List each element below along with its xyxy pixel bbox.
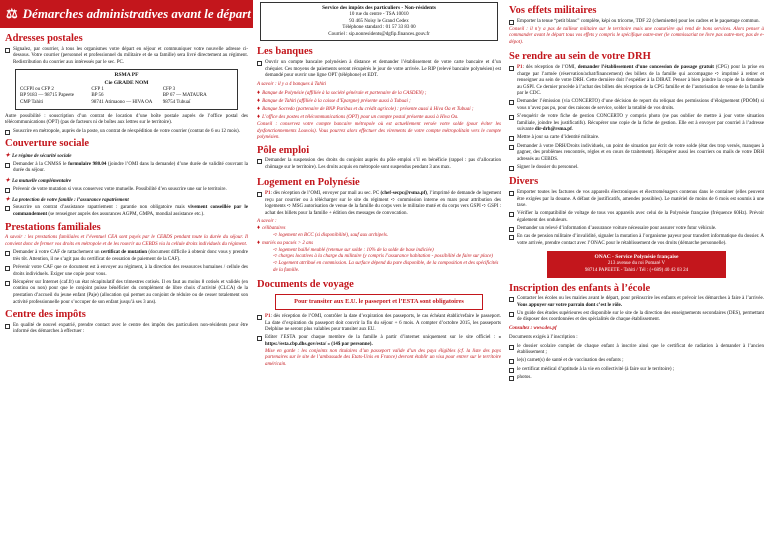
item-text: P1: dès réception de l’OMI, contrôler la date d’expiration des passeports, le cas échéant établir/refaire le passeport. La date d’expiration du passeport doit couvrir la fin du séjour + 6 mois. A compter d’octobre 2015, les passeports Delphine ne seront plus valables pour transiter aux EU. — [265, 314, 501, 333]
logement-savoir: A savoir : — [257, 218, 277, 224]
item-text: photos. — [517, 374, 532, 380]
page-title: Démarches administratives avant le départ — [22, 6, 251, 22]
rsma-cell: BP 67 — MATAURA — [162, 93, 207, 99]
rsma-cell: BP 56 — [91, 93, 104, 99]
checklist-item — [509, 296, 764, 309]
item-text: Contacter les écoles ou les mairies avant le départ, pour préinscrire les enfants et prévoir les démarches à faire à l’arrivée. Vous appuyer sur votre parrain dont c’est le rôle. — [517, 296, 764, 308]
diamond-icon: ✦ — [5, 196, 11, 203]
checkbox[interactable] — [509, 359, 514, 364]
bank-list-item: ♦ L’office des postes et télécommunications (OPT) pour un compte postal présente aussi à Hiva Oa. — [257, 114, 459, 120]
ecole-heading: Inscription des enfants à l’école — [509, 282, 651, 294]
item-text: Demander à la CNMSS le formulaire 980.04 (joindre l’OMI dans la demande) d’une durée de validité couvrant la durée du séjour. — [13, 161, 248, 174]
rsma-cell: CCFPI ou CFP 2 — [20, 86, 54, 92]
checkbox[interactable] — [5, 163, 10, 168]
rsma-cell: BP 9183 — 98715 Papeete — [20, 93, 74, 99]
checkbox[interactable] — [5, 206, 10, 211]
diamond-icon: ✦ — [5, 178, 11, 185]
checkbox[interactable] — [509, 227, 514, 232]
item-text: Souscrire un contrat d’assistance rapatriement : garantie non obligatoire mais vivement conseillée par le commandement (se renseigner auprès des assurances AGPM, GMPA, mondial assistance etc.). — [13, 205, 248, 218]
item-text: le dossier scolaire complet de chaque enfant à inscrire ainsi que le certificat de radiation à demander à l’ancien établissement ; — [517, 343, 764, 356]
impots-heading: Centre des impôts — [5, 309, 86, 321]
checkbox[interactable] — [509, 368, 514, 373]
checklist-item — [257, 60, 501, 80]
rsma-cell: 98741 Atimaono — HIVA OA — [91, 100, 153, 106]
address-line: Courriel : sip.nonresidents@dgfip.finances.gouv.fr — [328, 31, 430, 37]
checkbox[interactable] — [5, 188, 10, 193]
checkbox[interactable] — [509, 136, 514, 141]
subheading: ✦ La mutuelle complémentaire — [5, 178, 72, 185]
item-text: le certificat médical d’aptitude à la vie en collectivité (à faire sur le territoire) ; — [517, 366, 675, 372]
checklist-item — [5, 47, 248, 67]
logement-case: ♦ mariés ou pacsés > 2 ans — [257, 239, 314, 246]
checklist-item — [257, 191, 501, 217]
adresses-heading: Adresses postales — [5, 33, 83, 44]
logement-heading: Logement en Polynésie — [257, 177, 360, 189]
checklist-item — [509, 114, 764, 134]
address-line: ONAC - Service Polynésie française — [594, 254, 679, 261]
logement-detail: ➪ charges locatives à la charge du militaire (y compris l’assurance habitation - possibilité de faire sur place) — [273, 254, 493, 260]
drh-heading: Se rendre au sein de votre DRH — [509, 51, 651, 63]
page-banner — [0, 0, 253, 28]
checklist-item — [509, 234, 764, 247]
checkbox[interactable] — [5, 48, 10, 53]
item-text: Demander à votre CAF de rattachement un certificat de mutation (document difficile à obtenir donc vous y prendre très tôt. Attention, il ne s’agit pas du certificat de cessation de paiement de la CAF). — [13, 250, 248, 262]
banques-heading: Les banques — [257, 46, 313, 58]
subheading: ✦ Le régime de sécurité sociale — [5, 152, 72, 159]
item-text: Prévenir votre CAF que ce document est à envoyer au régiment, à la direction des ressources humaines / cellule des droits individuels. Exiger une copie pour vous. — [13, 265, 248, 277]
checklist-item — [509, 226, 764, 233]
bank-list-item: ♦ Banque Socredo (partenaire de BNP Paribas et du crédit agricole) : présente aussi à Hiva Oa et Tubuai ; — [257, 106, 474, 113]
item-text: Demander un relevé d’information d’assurance voiture nécessaire pour assurer votre futur véhicule. — [517, 225, 717, 231]
bank-list-item: ♦ Banque de Tahiti (affiliée à la caisse d’Epargne) présente aussi à Tubuai ; — [257, 98, 411, 105]
rsma-cell: 98754 Tubuaï — [162, 100, 191, 106]
checklist-item — [509, 311, 764, 324]
transit-notice: Pour transiter aux E.U. le passeport et l’ESTA sont obligatoires — [275, 294, 483, 310]
logement-detail: ➪ logement en BCC (si disponibilité), sauf aux archipels. — [273, 233, 389, 239]
ecole-docs-label: Documents exigés à l’inscription : — [509, 335, 578, 341]
address-line: Service des impôts des particuliers - Non-résidents — [322, 5, 436, 11]
checklist-item — [509, 367, 764, 374]
rsma-row — [20, 100, 233, 107]
rsma-title: RSMA PF — [114, 72, 139, 79]
item-text: Souscrire en métropole, auprès de la poste, un contrat de réexpédition de votre courrier (contrat de 6 ou 12 mois). — [13, 128, 240, 134]
checkbox[interactable] — [257, 336, 262, 341]
rsma-subtitle: Cie GRADE NOM — [104, 79, 149, 86]
address-line: 10 rue du centre - TSA 10010 — [349, 11, 409, 17]
checklist-item — [5, 250, 248, 263]
left-column-content — [0, 28, 253, 543]
banques-conseil: Conseil : conservez votre compte bancaire métropole où est actuellement versée votre solde (pour éviter les dysfonctionnements Louvois). Vous pourrez alors effectuer des virements de votre compte métropolitain vers le compte polynésien. — [257, 121, 501, 141]
item-text: Un guide des études supérieures est disponible sur le site de la direction des enseignements secondaires (DES), permettant de disposer des coordonnées et des spécialités de chaque établissement. — [517, 310, 764, 323]
banques-savoir: A savoir : il y a 4 banques à Tahiti — [257, 81, 327, 87]
des-link[interactable]: www.des.pf — [533, 325, 557, 331]
checkbox[interactable] — [509, 191, 514, 196]
checklist-item — [5, 265, 248, 278]
checkbox[interactable] — [509, 345, 514, 350]
divers-heading: Divers — [509, 176, 539, 188]
checklist-item — [509, 19, 764, 26]
checklist-item — [257, 314, 501, 334]
checklist-item — [5, 280, 248, 306]
impots-address-box — [260, 2, 498, 41]
checkbox[interactable] — [257, 61, 262, 66]
voyage-heading: Documents de voyage — [257, 279, 354, 291]
diamond-icon: ✦ — [5, 152, 11, 159]
checkbox[interactable] — [509, 66, 514, 71]
item-text: Récupérer sur Internet (caf.fr) un état récapitulatif des trimestres cotisés. Il en faut au moins 8 cotisés et validés (en continu ou non) pour que le conjoint puisse bénéficier du complément de libre choix d’activité (CLCA) de la prestation d’accueil du jeune enfant (Paje) (allocation qui permet au conjoint de réduire ou de cesser totalement son activité professionnelle pour s’occuper de son enfant jusqu’à ses 3 ans). — [13, 279, 248, 305]
checklist-item — [509, 99, 764, 112]
checklist-item — [5, 323, 248, 336]
checkbox[interactable] — [509, 312, 514, 317]
ecole-consultez: Consultez : www.des.pf — [509, 325, 557, 331]
address-line: Téléphone standard : 01 57 33 83 00 — [342, 25, 416, 31]
couverture-heading: Couverture sociale — [5, 138, 90, 150]
pole-heading: Pôle emploi — [257, 144, 310, 156]
address-line: 93 465 Noisy le Grand Cedex — [349, 18, 409, 24]
item-text: Signalez, par courrier, à tous les organismes votre départ en séjour et communiquer votre nouvelle adresse ci-dessous. Votre courrier (personnel et professionnel du militaire et de sa famille) sera livré directement au régiment. Redistribution du courrier aux intéressés par le sec. PC. — [13, 46, 248, 65]
checkbox[interactable] — [509, 297, 514, 302]
checkbox[interactable] — [509, 166, 514, 171]
item-text: Demander à votre DRH/Droits individuels, un point de situation par écrit de votre solde (état des trop versés, manques à gagner, des problèmes rencontrés, régles et en cours de traitement). Récupérer aussi les courriers ou mails de votre DRH adressés au CEBDS. — [517, 143, 764, 162]
logement-detail: ➪ logement baillé meublé (retenue sur solde : 10% de la solde de base indiciée) — [273, 247, 434, 253]
checkbox[interactable] — [509, 115, 514, 120]
adresses-note: Autre possibilité : souscription d’un contrat de location d’une boîte postale auprès de l’office postal des télécommunications (OPT) (pas de facteurs ni de boîtes aux lettres sur le territoire). — [5, 113, 248, 126]
bank-list-item: ♦ Banque de Polynésie (affiliée à la société générale et partenaire de la CASDEN) ; — [257, 90, 427, 97]
prestations-intro: A savoir : les prestations familiales et l’éventuel CEA sont payés par le CEBDS pendant toute la durée du séjour. Il convient donc de fermer vos droits en métropole et de les rouvrir au CEBDS via la cellule droits individuels du régiment. — [5, 235, 248, 247]
left-column — [0, 0, 253, 543]
item-text: Mettre à jour sa carte d’identité militaire. — [517, 135, 600, 141]
item-text: Editer l’ESTA pour chaque membre de la famille à partir d’internet uniquement sur le site officiel : « https://esta.cbp.dhs.gov/esta/ » (14$ par personne). Mise en garde : les conjoints non titulaires d’un passeport valide d’un des pays éligibles (cf. la liste des pays partenaires sur le site de l’ambassade des Etats-Unis en France) devront établir un visa pour entrer sur le territoire américain. — [265, 335, 501, 367]
logement-detail: ➪ Logement attribué en commission. La surface dépend du pare disponible, de la composition et des spécificités de la famille. — [273, 261, 499, 273]
checklist-item — [509, 211, 764, 224]
rsma-address-box — [15, 69, 238, 109]
checklist-item — [5, 162, 248, 175]
checkbox[interactable] — [5, 130, 10, 135]
checkbox[interactable] — [257, 192, 262, 197]
item-text: Signer le dossier du personnel. — [517, 164, 579, 170]
rsma-cell: CFP 1 — [91, 86, 104, 92]
item-text: S’enquérir de votre fiche de gestion CONCERTO y compris photo (ne pas oublier de mettre à jour votre situation familiale, joindre les justificatifs). Récupérer une copie de la fiche de gestion. Elle est à envoyer par courriel à l’adresse suivante dir-drh@rsma.pf. — [517, 114, 764, 133]
checklist-item — [509, 165, 764, 172]
checkbox[interactable] — [5, 266, 10, 271]
effets-heading: Vos effets militaires — [509, 5, 597, 16]
rsma-cell: CFP 3 — [162, 86, 176, 92]
checkbox[interactable] — [5, 324, 10, 329]
checklist-item — [509, 344, 764, 357]
checklist-item — [257, 158, 501, 171]
rsma-row — [20, 93, 233, 100]
checkbox[interactable] — [509, 145, 514, 150]
middle-column — [253, 0, 505, 543]
address-line: 98714 PAPEETE - Tahiti / Tél : (+689) 40 42 03 24 — [584, 268, 689, 274]
checkbox[interactable] — [509, 376, 514, 381]
item-text: Ouvrir un compte bancaire polynésien à distance et demander l’établissement de votre carte bancaire et d’un chéquier. Ces moyens de paiements seront récupérés le jour de votre arrivée. Le RIP (relevé bancaire polynésien) est demandé pour ouvrir une ligne OPT (téléphone) et EDT. — [265, 59, 501, 79]
checklist-item — [509, 135, 764, 142]
item-text: P1: dès réception de l’OMI, demander l’établissement d’une concession de passage gratuit (CPG) pour la prise en charge par l’armée (réservation/achat/financement) des billets de la famille qui accompagne ➪ imprimé à retirer et renseigner au sein de votre DRH. Cette dernière doit l’expédier à la DIRAT. Penser à bien joindre la copie de la demande au GSPI. Ce dernier procède à l’achat des billets dès réception de la CPG famille et de l’autorisation de venue de la famille par le CDC. — [517, 64, 764, 97]
checkbox[interactable] — [509, 20, 514, 25]
item-text: Demander la suspension des droits du conjoint auprès du pôle emploi s’il en bénéficie (rappel : pas d’allocation chômage sur le territoire). Les droits acquis en métropole sont suspendus pendant 3 ans max. — [265, 158, 501, 170]
item-text: Demander l’émission (via CONCERTO) d’une décision de report du reliquat des permissions d’éloignement (PDOM) si vous n’avez pas pu, pour des raisons de service, solder la totalité de vos droits. — [517, 99, 764, 112]
checklist-item — [5, 129, 248, 136]
item-text: P1: dès réception de l’OMI, envoyer par mail au sec. PC (chef-secpc@rsma.pf), l’imprimé de demande de logement reçu par courrier ou à télécharger sur le site du régiment ➪ commission interne en mars pour attribution des logements ➪ MSG autorisation de venue de la famille du corps vers le militaire muté et du corps vers GSPI ➪ GSPI : achat des billets pour la famille + édition des messages de convocation. — [265, 190, 501, 216]
address-line: 213 avenue du roi Pomaré V — [607, 261, 666, 267]
checklist-item — [5, 205, 248, 218]
checkbox[interactable] — [5, 281, 10, 286]
item-text: Prévenir de votre mutation si vous conservez votre mutuelle. Possibilité d’en souscrire une sur le territoire. — [13, 186, 227, 192]
item-text: En cas de pension militaire d’invalidité, signaler la mutation à l’organisme payeur pour transfert informatique du dossier. A votre arrivée, prendre contact avec l’ONAC pour le rétablissement de vos droits (démarche personnelle). — [517, 233, 764, 246]
checklist-item — [257, 335, 501, 368]
rsma-cell: CMP Tahiti — [20, 100, 44, 106]
scales-icon: ⚖ — [6, 6, 18, 22]
subheading: ✦ La protection de votre famille : l’assurance rapatriement — [5, 196, 129, 203]
right-column — [505, 0, 768, 543]
item-text: En qualité de nouvel expatrié, prendre contact avec le centre des impôts des particuliers non-résidents pour être informé des démarches à effectuer : — [13, 322, 248, 335]
checkbox[interactable] — [257, 159, 262, 164]
checkbox[interactable] — [5, 251, 10, 256]
checkbox[interactable] — [509, 212, 514, 217]
checkbox[interactable] — [257, 315, 262, 320]
checklist-item — [509, 358, 764, 365]
checkbox[interactable] — [509, 235, 514, 240]
checklist-item — [509, 190, 764, 210]
prestations-heading: Prestations familiales — [5, 221, 101, 233]
logement-case: ♦ célibataires — [257, 225, 286, 232]
effets-conseil: Conseil : il n’y a pas de tailleur militaire sur le territoire mais une couturière qui rend de bons services. Alors penser à commander avant le départ tous vos effets y compris le spécifique outre-mer (le commissariat ne livre pas outre-mer, pas de e-dépot). — [509, 26, 764, 45]
item-text: Emporter la tenue “petit blanc” complète, képi ou tricorne, TDF 22 (chemisette) pour les cadres et le paquetage commun. — [517, 18, 760, 24]
onac-address-box — [547, 251, 726, 277]
checklist-item — [5, 187, 248, 194]
item-text: le(s) carnet(s) de santé et de vaccination des enfants ; — [517, 358, 624, 364]
checkbox[interactable] — [509, 100, 514, 105]
checklist-item — [509, 144, 764, 164]
item-text: Emporter toutes les factures de vos appareils électroniques et électroménagers contenus dans le container (elles peuvent être exigées par la douane. A défaut de justificatifs, amendes possibles). Le matériel de moins de 6 mois est soumis à une taxe. — [517, 189, 764, 209]
item-text: Vérifier la compatibilité de voltage de tous vos appareils avec celui de la Polynésie française (fréquence 60Hz). Prévoir également des onduleurs. — [517, 211, 764, 223]
rsma-row — [20, 87, 233, 94]
checklist-item — [509, 65, 764, 98]
checklist-item — [509, 375, 764, 382]
